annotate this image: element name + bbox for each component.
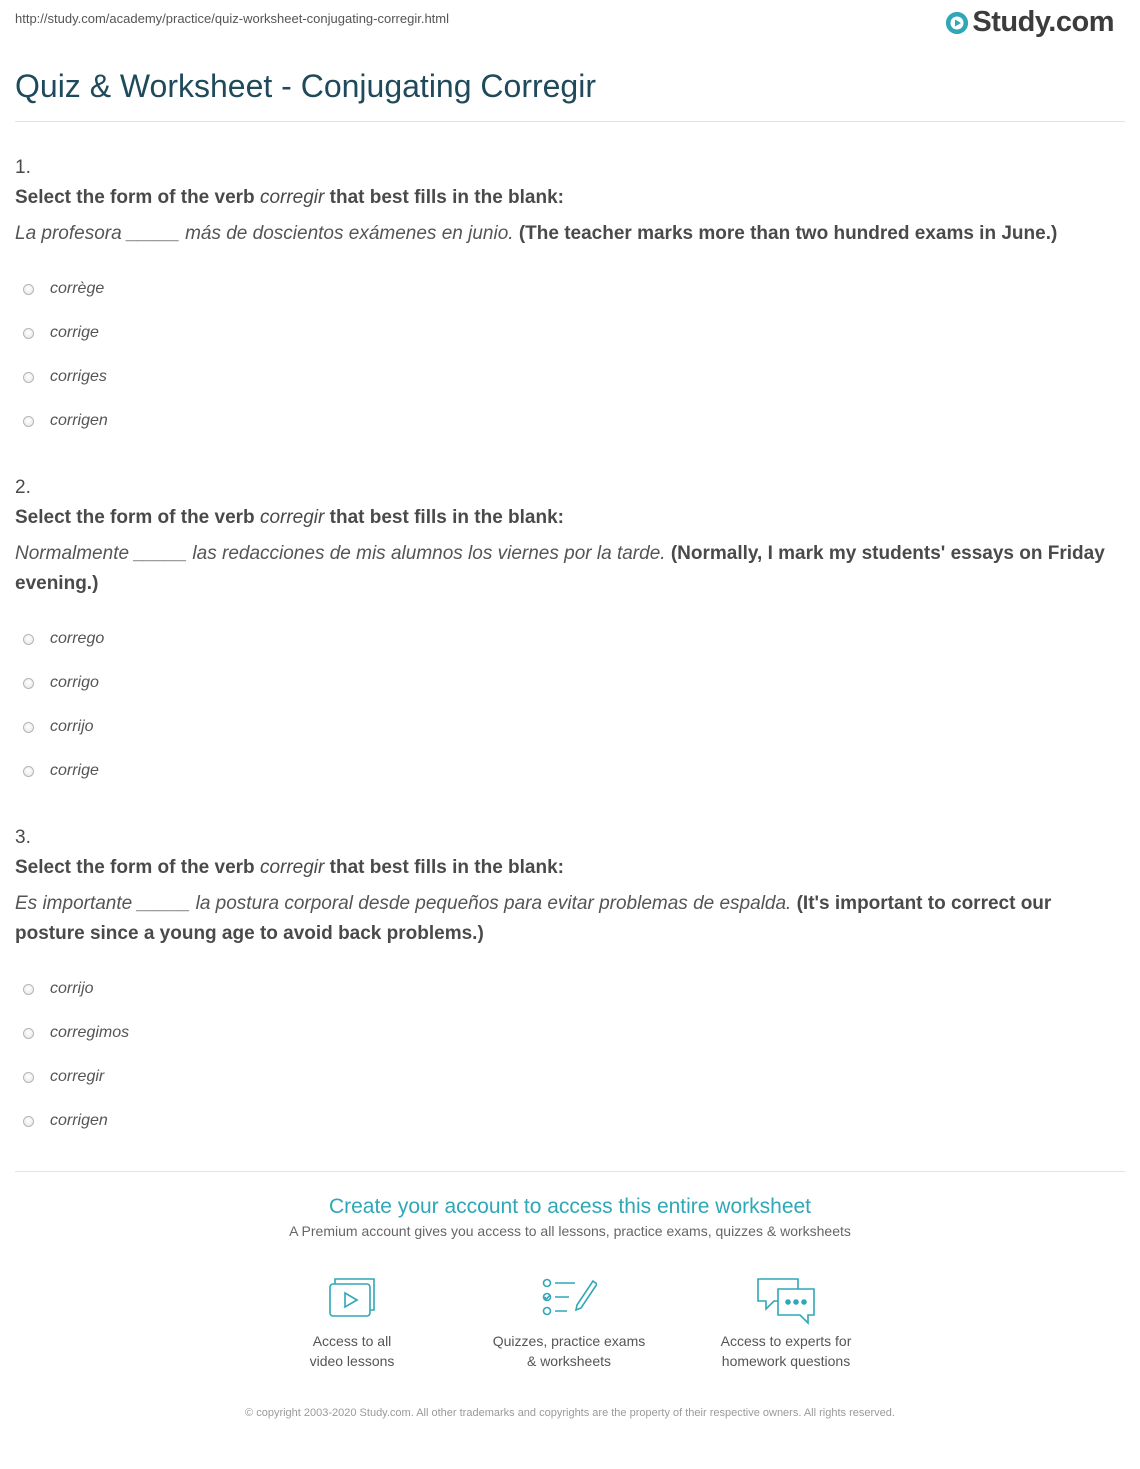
page-url: http://study.com/academy/practice/quiz-worksheet-conjugating-corregir.html	[15, 11, 450, 26]
play-logo-icon	[946, 12, 968, 34]
answer-option[interactable]: corrijo	[15, 972, 1115, 1016]
radio-button[interactable]	[23, 634, 34, 645]
question-sentence: Normalmente _____ las redacciones de mis alumnos los viernes por la tarde. (Normally, I mark my students' essays on Friday evening.)	[15, 543, 1105, 594]
study-logo[interactable]	[946, 6, 1114, 39]
radio-button[interactable]	[23, 766, 34, 777]
question-1	[15, 157, 1115, 448]
copyright-notice: © copyright 2003-2020 Study.com. All other trademarks and copyrights are the property of their respective owners. All rights reserved.	[245, 1407, 895, 1419]
question-prompt: Select the form of the verb corregir that best fills in the blank:	[15, 187, 564, 208]
radio-button[interactable]	[23, 722, 34, 733]
question-3	[15, 827, 1115, 1148]
feature-experts: Access to experts for homework questions	[686, 1275, 886, 1371]
answer-option[interactable]: corrige	[15, 754, 1115, 798]
answer-option[interactable]: corriges	[15, 360, 1115, 404]
answer-options	[15, 972, 1115, 1148]
radio-button[interactable]	[23, 328, 34, 339]
answer-option[interactable]: corrijo	[15, 710, 1115, 754]
question-2	[15, 477, 1115, 798]
answer-option[interactable]: corrigo	[15, 666, 1115, 710]
feature-video-lessons: Access to all video lessons	[252, 1275, 452, 1371]
page-title: Quiz & Worksheet - Conjugating Corregir	[15, 68, 596, 104]
premium-features	[0, 1275, 1140, 1385]
feature-quizzes: Quizzes, practice exams & worksheets	[469, 1275, 669, 1371]
radio-button[interactable]	[23, 1116, 34, 1127]
answer-option[interactable]: corrige	[15, 316, 1115, 360]
divider	[15, 1171, 1125, 1172]
chat-bubbles-icon	[686, 1275, 886, 1331]
answer-option[interactable]: corrège	[15, 272, 1115, 316]
radio-button[interactable]	[23, 1072, 34, 1083]
radio-button[interactable]	[23, 678, 34, 689]
question-number: 3.	[15, 827, 31, 848]
cta-title-link[interactable]: Create your account to access this entire worksheet	[328, 1195, 812, 1218]
video-lesson-icon	[252, 1275, 452, 1331]
radio-button[interactable]	[23, 372, 34, 383]
answer-options	[15, 272, 1115, 448]
radio-button[interactable]	[23, 984, 34, 995]
signup-cta	[0, 1195, 1140, 1239]
answer-option[interactable]: corregimos	[15, 1016, 1115, 1060]
radio-button[interactable]	[23, 1028, 34, 1039]
divider	[15, 121, 1125, 122]
question-sentence: Es importante _____ la postura corporal desde pequeños para evitar problemas de espalda. (It's important to correct our posture since a young age to avoid back problems.)	[15, 893, 1052, 944]
radio-button[interactable]	[23, 416, 34, 427]
question-number: 1.	[15, 157, 31, 178]
logo-text: Study.com	[972, 6, 1114, 38]
answer-option[interactable]: corrigen	[15, 1104, 1115, 1148]
question-prompt: Select the form of the verb corregir that best fills in the blank:	[15, 857, 564, 878]
answer-options	[15, 622, 1115, 798]
question-sentence: La profesora _____ más de doscientos exámenes en junio. (The teacher marks more than two hundred exams in June.)	[15, 223, 1058, 244]
question-number: 2.	[15, 477, 31, 498]
answer-option[interactable]: corrego	[15, 622, 1115, 666]
cta-subtitle: A Premium account gives you access to all lessons, practice exams, quizzes & worksheets	[289, 1223, 851, 1239]
answer-option[interactable]: corrigen	[15, 404, 1115, 448]
quiz-checklist-icon	[469, 1275, 669, 1331]
radio-button[interactable]	[23, 284, 34, 295]
answer-option[interactable]: corregir	[15, 1060, 1115, 1104]
question-prompt: Select the form of the verb corregir that best fills in the blank:	[15, 507, 564, 528]
